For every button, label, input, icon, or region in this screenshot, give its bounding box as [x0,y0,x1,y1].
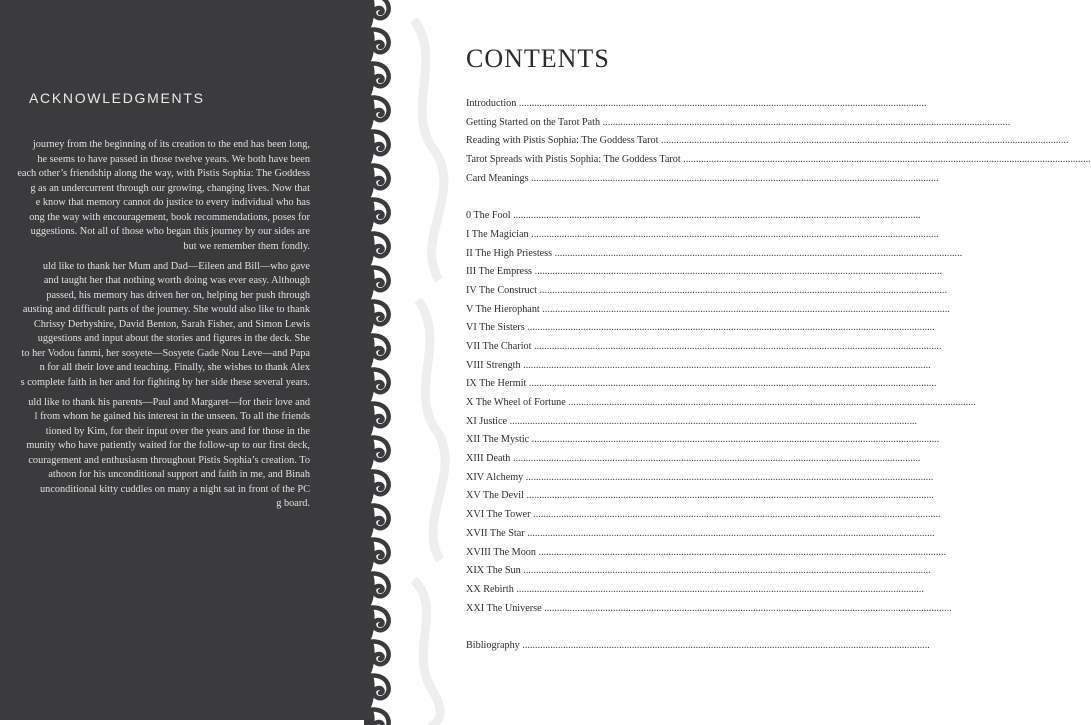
wave-scroll-base [364,266,375,300]
wave-scroll-base [364,62,375,96]
contents-entry-label: XX Rebirth [466,583,514,595]
acknowledgments-title: ACKNOWLEDGMENTS [29,90,205,106]
wave-scroll-base [364,572,375,606]
acknowledgment-line: s complete faith in her and for fighting by her side these several years. [20,376,310,388]
wave-scroll-border-ornament [364,0,404,720]
contents-entry-label: XIV Alchemy [466,471,524,483]
acknowledgment-line: passed, his memory has driven her on, helping her push through [46,289,310,301]
contents-entry-label: XII The Mystic [466,434,530,446]
acknowledgment-line: tioned by Kim, for their input over the years and for those in the [45,425,310,437]
contents-entry[interactable] [466,207,921,226]
contents-gap [466,618,726,637]
contents-gap [466,188,726,207]
wave-scroll-base [364,130,375,164]
contents-entry[interactable] [466,525,935,544]
contents-entry[interactable] [466,450,921,469]
contents-title: CONTENTS [466,44,610,73]
contents-entry[interactable] [466,600,952,619]
acknowledgments-text [0,138,310,512]
contents-entry-label: XI Justice [466,415,508,427]
contents-entry-label: XVII The Star [466,527,525,539]
dot-leader: ................................................................................................................................................................ [520,359,931,371]
dot-leader: ................................................................................................................................................................ [552,247,963,259]
wave-scroll-base [364,504,375,538]
table-of-contents [466,95,1091,656]
contents-entry-label: IV The Construct [466,284,537,296]
contents-entry[interactable] [466,544,947,563]
contents-entry[interactable] [466,357,931,376]
contents-entry[interactable] [466,95,927,114]
dot-leader: ................................................................................................................................................................ [658,135,1069,147]
contents-entry-label: XVIII The Moon [466,546,536,558]
dot-leader: ................................................................................................................................................................ [510,453,921,465]
dot-leader: ................................................................................................................................................................ [523,490,934,502]
dot-leader: ................................................................................................................................................................ [524,527,935,539]
contents-entry-label: Getting Started on the Tarot Path [466,116,601,128]
contents-entry-label: IX The Hermit [466,378,527,390]
contents-entry[interactable] [466,245,963,264]
acknowledgment-line: uld like to thank his parents—Paul and Margaret—for their love and [28,396,310,408]
dot-leader: ................................................................................................................................................................ [529,434,940,446]
contents-entry-label: Bibliography [466,639,520,651]
dot-leader: ................................................................................................................................................................ [528,228,939,240]
contents-entry-label: XVI The Tower [466,509,531,521]
acknowledgment-line: athoon for his unconditional support and faith in me, and Binah [48,469,310,480]
wave-scroll-base [364,28,375,62]
acknowledgment-line: and taught her that nothing worth doing was ever easy. Although [43,275,310,286]
contents-entry-label: III The Empress [466,266,533,278]
dot-leader: ................................................................................................................................................................ [526,378,937,390]
wave-scroll-base [364,164,375,198]
dot-leader: ................................................................................................................................................................ [541,602,952,614]
acknowledgment-line: but we remember them fondly. [183,240,310,252]
acknowledgment-line: couragement and enthusiasm throughout Pistis Sophia’s creation. To [28,454,310,466]
contents-entry[interactable] [466,301,950,320]
wave-scroll-base [364,402,375,436]
acknowledgment-line: Chrissy Derbyshire, David Benton, Sarah Fisher, and Simon Lewis [33,318,310,330]
contents-entry-label: VI The Sisters [466,322,525,334]
wave-scroll-base [364,96,375,130]
contents-entry[interactable] [466,338,942,357]
contents-entry[interactable] [466,413,918,432]
acknowledgment-line: ong the way with encouragement, book recommendations, poses for [29,211,310,223]
dot-leader: ................................................................................................................................................................ [523,471,934,483]
contents-entry-label: XIII Death [466,453,511,465]
dot-leader: ................................................................................................................................................................ [565,397,976,408]
acknowledgment-line: each other’s friendship along the way, with Pistis Sophia: The Goddess [17,168,310,179]
acknowledgment-line: e know that memory cannot do justice to every individual who has [35,197,310,208]
contents-entry[interactable] [466,506,941,525]
contents-entry[interactable] [466,263,943,282]
contents-entry-label: XIX The Sun [466,565,521,577]
dot-leader: ................................................................................................................................................................ [539,303,950,315]
wave-scroll-base [364,436,375,470]
acknowledgment-line: to her Vodou fanmi, her sosyete—Sosyete Gade Nou Leve—and Papa [21,347,310,359]
contents-entry[interactable] [466,394,976,413]
wave-scroll-base [364,674,375,708]
dot-leader: ................................................................................................................................................................ [528,172,939,184]
wave-scroll-base [364,0,375,28]
dot-leader: ................................................................................................................................................................ [600,116,1011,128]
contents-entry-label: Reading with Pistis Sophia: The Goddess Tarot [466,135,659,147]
wave-scroll-base [364,470,375,504]
contents-entry-label: V The Hierophant [466,303,540,315]
dot-leader: ................................................................................................................................................................ [520,565,931,577]
contents-entry-label: Tarot Spreads with Pistis Sophia: The Goddess Tarot [466,154,681,166]
contents-entry[interactable] [466,226,939,245]
dot-leader: ................................................................................................................................................................ [510,210,921,222]
contents-entry[interactable] [466,375,937,394]
dot-leader: ................................................................................................................................................................ [524,322,935,334]
contents-entry-label: XV The Devil [466,490,524,502]
acknowledgment-line: g as an undercurrent through our growing, changing lives. Now that [30,182,310,194]
contents-entry[interactable] [466,151,1091,170]
dot-leader: ................................................................................................................................................................ [535,546,947,558]
contents-entry[interactable] [466,319,935,338]
contents-entry-label: XXI The Universe [466,602,542,614]
dot-leader: ................................................................................................................................................................ [530,509,941,521]
contents-entry-label: VII The Chariot [466,340,532,352]
contents-entry[interactable] [466,282,947,301]
wave-scroll-icon [364,0,404,720]
dot-leader: ................................................................................................................................................................ [519,639,930,651]
acknowledgment-line: journey from the beginning of its creation to the end has been long, [32,139,310,150]
wave-scroll-base [364,300,375,334]
wave-scroll-base [364,708,375,725]
dot-leader: ................................................................................................................................................................ [513,583,924,595]
acknowledgment-line: uld like to thank her Mum and Dad—Eileen and Bill—who gave [42,260,310,272]
contents-entry[interactable] [466,170,939,189]
wave-scroll-base [364,232,375,266]
acknowledgment-line: uggestions and input about the stories and figures in the deck. She [37,333,310,344]
contents-entry[interactable] [466,132,1069,151]
contents-entry-label: Card Meanings [466,172,529,184]
acknowledgment-line: n for all their love and teaching. Finally, she wishes to thank Alex [39,362,310,373]
contents-entry-label: I The Magician [466,228,529,240]
acknowledgment-line: austing and difficult parts of the journey. She would also like to thank [22,304,310,315]
contents-page [404,0,1091,720]
contents-entry[interactable] [466,431,940,450]
contents-entry[interactable] [466,469,934,488]
dot-leader: ................................................................................................................................................................ [536,284,947,296]
wave-scroll-base [364,640,375,674]
contents-entry[interactable] [466,562,931,581]
contents-entry[interactable] [466,637,930,656]
wave-scroll-base [364,334,375,368]
contents-entry-label: Introduction [466,98,517,109]
acknowledgment-line: unconditional kitty cuddles on many a night sat in front of the PC [40,483,310,495]
acknowledgment-line: uggestions. Not all of those who began this journey by our sides are [30,226,310,237]
contents-entry-label: VIII Strength [466,359,521,371]
dot-leader: ................................................................................................................................................................ [531,340,942,352]
dot-leader: ................................................................................................................................................................ [532,266,943,278]
acknowledgment-line: munity who have patiently waited for the follow-up to our first deck, [26,440,310,451]
contents-entry-label: X The Wheel of Fortune [466,397,566,408]
acknowledgment-line: g board. [276,498,310,509]
acknowledgment-line: he seems to have passed in those twelve years. We both have been [37,153,310,165]
contents-entry[interactable] [466,581,924,600]
contents-entry-label: 0 The Fool [466,210,511,222]
dot-leader: ................................................................................................................................................................ [516,98,927,109]
wave-scroll-base [364,606,375,640]
dot-leader: ................................................................................................................................................................ [507,415,918,427]
contents-entry[interactable] [466,114,1011,133]
wave-scroll-base [364,538,375,572]
wave-scroll-base [364,198,375,232]
dot-leader: ................................................................................................................................................................ [680,154,1091,166]
acknowledgments-page [0,0,368,720]
wave-scroll-base [364,368,375,402]
acknowledgment-line: l from whom he gained his interest in the unseen. To all the friends [34,411,310,422]
contents-entry[interactable] [466,487,934,506]
contents-entry-label: II The High Priestess [466,247,553,259]
